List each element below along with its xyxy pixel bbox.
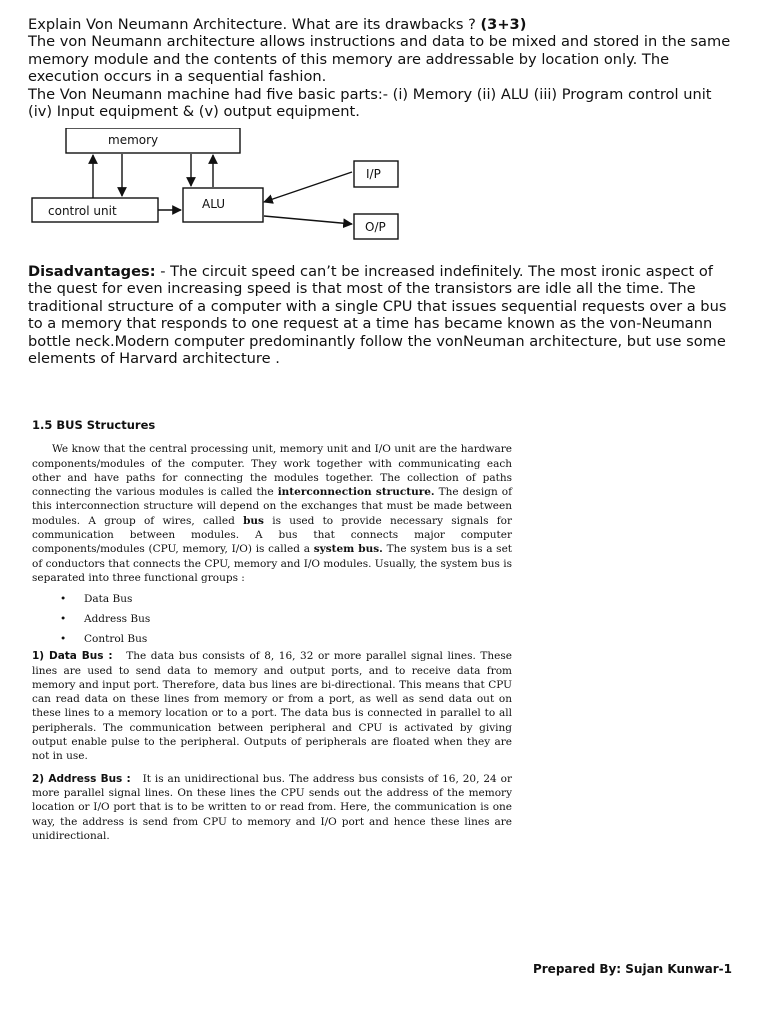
bus-term: bus bbox=[243, 514, 264, 527]
data-bus-label: 1) Data Bus : bbox=[32, 650, 113, 663]
bus-intro-text-c: The design of this interconnection structure will depend on the exchanges that must be made between modules. A group of wires, called bbox=[32, 486, 512, 527]
address-bus-paragraph bbox=[32, 772, 512, 843]
input-label: I/P bbox=[366, 167, 381, 181]
address-bus-label: 2) Address Bus : bbox=[32, 772, 131, 785]
address-bus-text: It is an unidirectional bus. The address bus consists of 16, 20, 24 or more parallel signal lines. On these lines the CPU sends out the address of the memory location or I/O port that is to be written to or read from. Here, the communication is one way, the address is send from CPU to memory and I/O port and hence these lines are unidirectional. bbox=[32, 772, 512, 842]
footer-credit: Prepared By: Sujan Kunwar-1 bbox=[532, 962, 732, 976]
bullet-icon: • bbox=[60, 593, 67, 606]
von-neumann-diagram bbox=[28, 128, 408, 246]
memory-label: memory bbox=[108, 133, 159, 147]
bullet-icon: • bbox=[60, 633, 67, 646]
list-item: • Control Bus bbox=[60, 629, 512, 649]
bullet-icon: • bbox=[60, 613, 67, 626]
question-text: Explain Von Neumann Architecture. What are its drawbacks ? bbox=[28, 16, 476, 33]
disadvantages-paragraph bbox=[28, 263, 740, 367]
list-item: • Address Bus bbox=[60, 609, 512, 629]
question-block bbox=[28, 16, 740, 120]
alu-to-output-arrow bbox=[264, 216, 352, 224]
bus-heading: 1.5 BUS Structures bbox=[32, 418, 156, 432]
output-label: O/P bbox=[365, 220, 386, 234]
disadvantages-label: Disadvantages: bbox=[28, 263, 156, 280]
intro-paragraph-1: The von Neumann architecture allows instructions and data to be mixed and stored in the same memory module and the contents of this memory are addressable by location only. The execution occurs in a sequential fashion. bbox=[28, 33, 731, 86]
disadvantages-text: - The circuit speed can’t be increased indefinitely. The most ironic aspect of the quest for even increasing speed is that most of the transistors are idle all the time. The traditional structure of a computer with a single CPU that issues sequential requests over a bus to a memory that responds to one request at a time has became known as the von-Neumann bottle neck.Modern computer predominantly follow the vonNeuman architecture, but use some elements of Harvard architecture . bbox=[28, 263, 727, 368]
input-to-alu-arrow bbox=[264, 172, 352, 202]
bus-intro-text-g: The system bus is a set of conductors that connects the CPU, memory and I/O modules. Usually, the system bus is separated into three functional groups : bbox=[32, 543, 512, 584]
question-line bbox=[28, 16, 740, 33]
alu-label: ALU bbox=[202, 197, 226, 211]
intro-paragraph-2: The Von Neumann machine had five basic parts:- (i) Memory (ii) ALU (iii) Program control unit (iv) Input equipment & (v) output equipment. bbox=[28, 85, 712, 121]
bus-intro-paragraph bbox=[32, 442, 512, 585]
bus-intro-text-a: We know that the central processing unit, memory unit and I/O unit are the hardware components/modules of the computer. They work together with communicating each other and have paths for connecting the modules together. The collection of paths connecting the various modules is called the bbox=[32, 443, 512, 499]
bus-groups-list bbox=[32, 589, 512, 649]
question-marks: (3+3) bbox=[480, 16, 527, 33]
bus-structures-section bbox=[32, 418, 512, 843]
bus-intro-text-e: is used to provide necessary signals for communication between modules. A bus that connects major computer components/modules (CPU, memory, I/O) is called a bbox=[32, 514, 512, 556]
data-bus-paragraph bbox=[32, 649, 512, 763]
system-bus-term: system bus. bbox=[313, 543, 383, 556]
control-unit-label: control unit bbox=[48, 204, 117, 218]
list-item: • Data Bus bbox=[60, 589, 512, 609]
interconnection-term: interconnection structure. bbox=[277, 486, 435, 499]
data-bus-text: The data bus consists of 8, 16, 32 or more parallel signal lines. These lines are used to send data to memory and output ports, and to receive data from memory and input port. Therefore, data bus lines are bi-directional. This means that CPU can read data on these lines from memory or from a port, as well as send data out on these lines to a memory location or to a port. The data bus is connected in parallel to all peripherals. The communication between peripheral and CPU is activated by giving output enable pulse to the peripheral. Outputs of peripherals are floated when they are not in use. bbox=[32, 650, 513, 763]
